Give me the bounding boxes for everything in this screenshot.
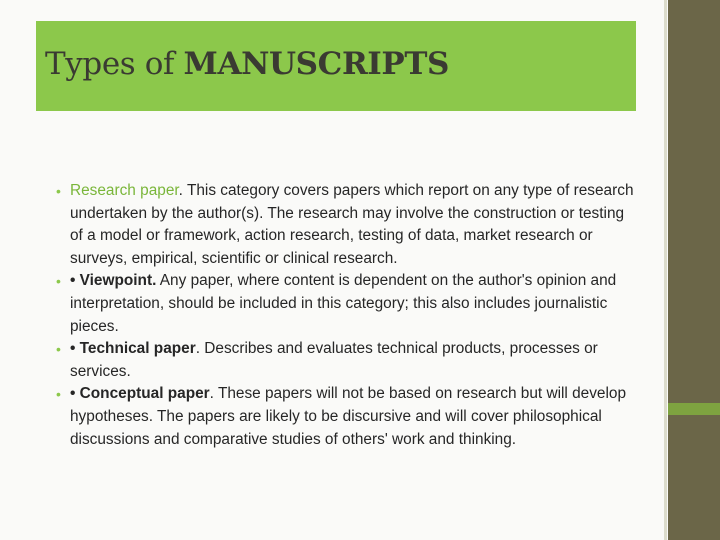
bullet-icon: • bbox=[56, 273, 61, 290]
bullet-icon: • bbox=[56, 341, 61, 358]
item-term: • Viewpoint. bbox=[70, 272, 157, 290]
bullet-list bbox=[48, 180, 638, 451]
list-item-viewpoint bbox=[48, 270, 638, 338]
title-prefix: Types of bbox=[45, 46, 184, 82]
slide-content bbox=[48, 180, 638, 451]
slide-title bbox=[45, 46, 449, 82]
item-text: This category covers papers which report on any type of research undertaken by the author(s). The research may involve the construction or testing of a model or framework, action research, testing of data, market research or surveys, empirical, scientific or clinical research. bbox=[70, 182, 634, 267]
right-divider-strip bbox=[664, 0, 667, 540]
item-text: Describes and evaluates technical products, processes or services. bbox=[70, 340, 598, 380]
item-term-separator: . bbox=[209, 385, 218, 403]
item-text: Any paper, where content is dependent on the author's opinion and interpretation, should be included in this category; this also includes journalistic pieces. bbox=[70, 272, 617, 335]
list-item-technical-paper bbox=[48, 338, 638, 383]
right-bar-accent bbox=[668, 403, 720, 415]
right-decorative-bar bbox=[668, 0, 720, 540]
list-item-conceptual-paper bbox=[48, 383, 638, 451]
item-text: These papers will not be based on research but will develop hypotheses. The papers are likely to be discursive and will cover philosophical discussions and comparative studies of others' work and thinking. bbox=[70, 385, 627, 448]
bullet-icon: • bbox=[56, 183, 61, 199]
title-strong: MANUSCRIPTS bbox=[183, 46, 449, 82]
bullet-icon: • bbox=[56, 386, 61, 403]
item-term: Research paper bbox=[70, 182, 179, 199]
title-band bbox=[36, 21, 636, 111]
item-term: • Technical paper bbox=[70, 340, 196, 358]
list-item-research-paper bbox=[48, 180, 638, 270]
item-term: • Conceptual paper bbox=[70, 385, 210, 403]
item-term-separator: . bbox=[178, 182, 187, 199]
item-term-separator: . bbox=[195, 340, 205, 358]
